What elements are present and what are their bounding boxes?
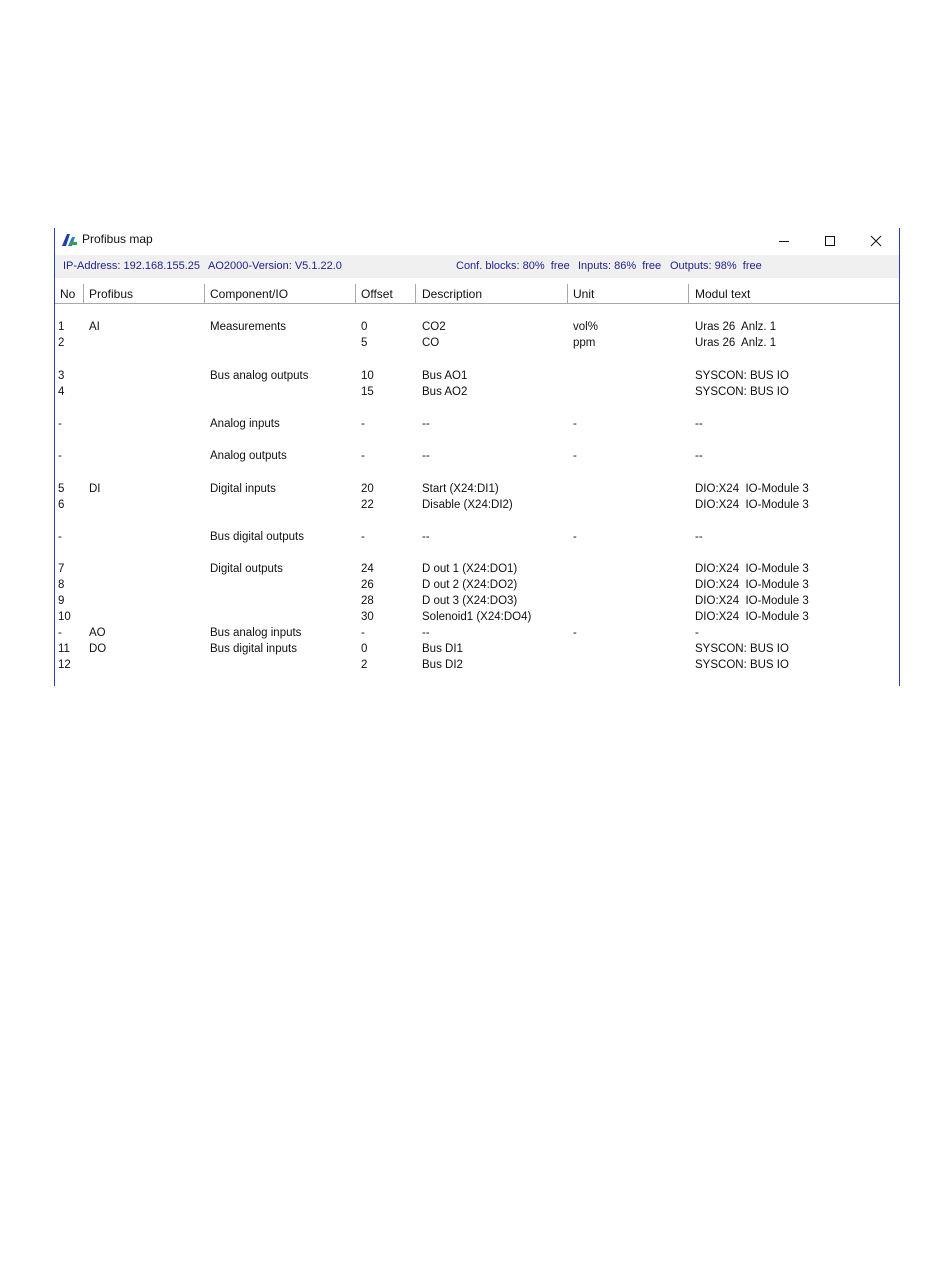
cell-modul-text: -- — [695, 418, 703, 430]
table-row[interactable] — [55, 385, 899, 401]
cell-unit: ppm — [573, 337, 596, 349]
maximize-icon — [824, 235, 836, 247]
table-header — [55, 284, 899, 304]
cell-modul-text: DIO:X24 IO-Module 3 — [695, 483, 809, 495]
column-header-component[interactable]: Component/IO — [210, 287, 289, 301]
table-row[interactable] — [55, 417, 899, 433]
cell-component: Bus analog outputs — [210, 370, 309, 382]
cell-offset: 0 — [361, 321, 368, 333]
cell-no: 4 — [58, 386, 65, 398]
table-row[interactable] — [55, 642, 899, 658]
status-info-bar — [55, 255, 899, 278]
table-row[interactable] — [55, 610, 899, 626]
cell-offset: 30 — [361, 611, 374, 623]
cell-offset: - — [361, 531, 365, 543]
cell-component: Digital outputs — [210, 563, 283, 575]
cell-offset: 22 — [361, 499, 374, 511]
cell-unit: - — [573, 627, 577, 639]
cell-offset: 24 — [361, 563, 374, 575]
table-row[interactable] — [55, 369, 899, 385]
cell-description: -- — [422, 418, 430, 430]
cell-no: 1 — [58, 321, 65, 333]
cell-offset: 5 — [361, 337, 368, 349]
column-header-modul-text[interactable]: Modul text — [695, 287, 751, 301]
cell-description: Bus AO1 — [422, 370, 468, 382]
cell-description: -- — [422, 450, 430, 462]
cell-component: Bus digital inputs — [210, 643, 297, 655]
cell-description: Bus DI2 — [422, 659, 463, 671]
cell-no: 12 — [58, 659, 71, 671]
cell-component: Measurements — [210, 321, 287, 333]
cell-description: -- — [422, 627, 430, 639]
cell-no: 10 — [58, 611, 71, 623]
app-icon — [61, 232, 78, 248]
table-row[interactable] — [55, 658, 899, 674]
table-row[interactable] — [55, 482, 899, 498]
column-divider[interactable] — [355, 284, 356, 303]
column-header-unit[interactable]: Unit — [573, 287, 595, 301]
table-row[interactable] — [55, 626, 899, 642]
cell-no: 6 — [58, 499, 65, 511]
cell-component: Bus analog inputs — [210, 627, 302, 639]
cell-modul-text: SYSCON: BUS IO — [695, 643, 789, 655]
cell-unit: - — [573, 450, 577, 462]
cell-modul-text: -- — [695, 531, 703, 543]
close-button[interactable] — [853, 228, 899, 254]
cell-unit: - — [573, 418, 577, 430]
cell-no: - — [58, 418, 62, 430]
cell-offset: - — [361, 450, 365, 462]
cell-modul-text: SYSCON: BUS IO — [695, 659, 789, 671]
column-divider[interactable] — [567, 284, 568, 303]
cell-modul-text: DIO:X24 IO-Module 3 — [695, 499, 809, 511]
table-row[interactable] — [55, 578, 899, 594]
cell-description: Bus DI1 — [422, 643, 463, 655]
column-divider[interactable] — [83, 284, 84, 303]
cell-modul-text: -- — [695, 450, 703, 462]
cell-profibus: DO — [89, 643, 107, 655]
cell-no: 8 — [58, 579, 65, 591]
table-row[interactable] — [55, 449, 899, 465]
profibus-map-window — [54, 228, 900, 686]
cell-component: Analog outputs — [210, 450, 287, 462]
cell-description: CO — [422, 337, 440, 349]
table-row[interactable] — [55, 320, 899, 336]
cell-no: 3 — [58, 370, 65, 382]
cell-description: Start (X24:DI1) — [422, 483, 499, 495]
title-bar[interactable] — [55, 228, 899, 254]
cell-unit: vol% — [573, 321, 598, 333]
inputs-free-text: Inputs: 86% free — [578, 260, 662, 272]
cell-offset: 28 — [361, 595, 374, 607]
version-text: AO2000-Version: V5.1.22.0 — [208, 260, 342, 272]
cell-modul-text: Uras 26 Anlz. 1 — [695, 337, 777, 349]
cell-offset: 20 — [361, 483, 374, 495]
cell-modul-text: Uras 26 Anlz. 1 — [695, 321, 777, 333]
cell-description: D out 1 (X24:DO1) — [422, 563, 518, 575]
column-header-description[interactable]: Description — [422, 287, 483, 301]
cell-offset: - — [361, 418, 365, 430]
cell-description: -- — [422, 531, 430, 543]
cell-no: 11 — [58, 643, 70, 655]
table-row[interactable] — [55, 498, 899, 514]
cell-no: - — [58, 450, 62, 462]
cell-offset: 15 — [361, 386, 374, 398]
cell-offset: - — [361, 627, 365, 639]
cell-modul-text: DIO:X24 IO-Module 3 — [695, 579, 809, 591]
cell-offset: 2 — [361, 659, 368, 671]
cell-component: Bus digital outputs — [210, 531, 304, 543]
column-divider[interactable] — [204, 284, 205, 303]
window-title: Profibus map — [82, 232, 153, 246]
cell-profibus: AI — [89, 321, 100, 333]
minimize-icon — [778, 235, 790, 247]
cell-unit: - — [573, 531, 577, 543]
cell-component: Digital inputs — [210, 483, 276, 495]
cell-description: Bus AO2 — [422, 386, 468, 398]
column-header-no[interactable]: No — [60, 287, 76, 301]
outputs-free-text: Outputs: 98% free — [670, 260, 762, 272]
close-icon — [870, 235, 882, 247]
cell-no: 9 — [58, 595, 65, 607]
cell-description: CO2 — [422, 321, 446, 333]
table-row[interactable] — [55, 594, 899, 610]
cell-description: Disable (X24:DI2) — [422, 499, 513, 511]
column-divider[interactable] — [688, 284, 689, 303]
cell-description: D out 3 (X24:DO3) — [422, 595, 518, 607]
table-row[interactable] — [55, 336, 899, 352]
cell-modul-text: DIO:X24 IO-Module 3 — [695, 595, 809, 607]
cell-no: 5 — [58, 483, 65, 495]
maximize-button[interactable] — [807, 228, 853, 254]
cell-profibus: AO — [89, 627, 106, 639]
cell-description: Solenoid1 (X24:DO4) — [422, 611, 532, 623]
cell-offset: 0 — [361, 643, 368, 655]
cell-no: 7 — [58, 563, 65, 575]
cell-modul-text: SYSCON: BUS IO — [695, 386, 789, 398]
column-header-offset[interactable]: Offset — [361, 287, 393, 301]
cell-description: D out 2 (X24:DO2) — [422, 579, 518, 591]
minimize-button[interactable] — [761, 228, 807, 254]
cell-no: - — [58, 531, 62, 543]
column-divider[interactable] — [415, 284, 416, 303]
table-row[interactable] — [55, 562, 899, 578]
cell-component: Analog inputs — [210, 418, 280, 430]
cell-offset: 10 — [361, 370, 374, 382]
column-header-profibus[interactable]: Profibus — [89, 287, 134, 301]
conf-blocks-text: Conf. blocks: 80% free — [456, 260, 570, 272]
cell-modul-text: DIO:X24 IO-Module 3 — [695, 611, 809, 623]
cell-offset: 26 — [361, 579, 374, 591]
cell-no: - — [58, 627, 62, 639]
cell-modul-text: - — [695, 627, 699, 639]
table-row[interactable] — [55, 530, 899, 546]
ip-address-text: IP-Address: 192.168.155.25 — [63, 260, 200, 272]
cell-profibus: DI — [89, 483, 101, 495]
cell-modul-text: SYSCON: BUS IO — [695, 370, 789, 382]
cell-modul-text: DIO:X24 IO-Module 3 — [695, 563, 809, 575]
cell-no: 2 — [58, 337, 65, 349]
